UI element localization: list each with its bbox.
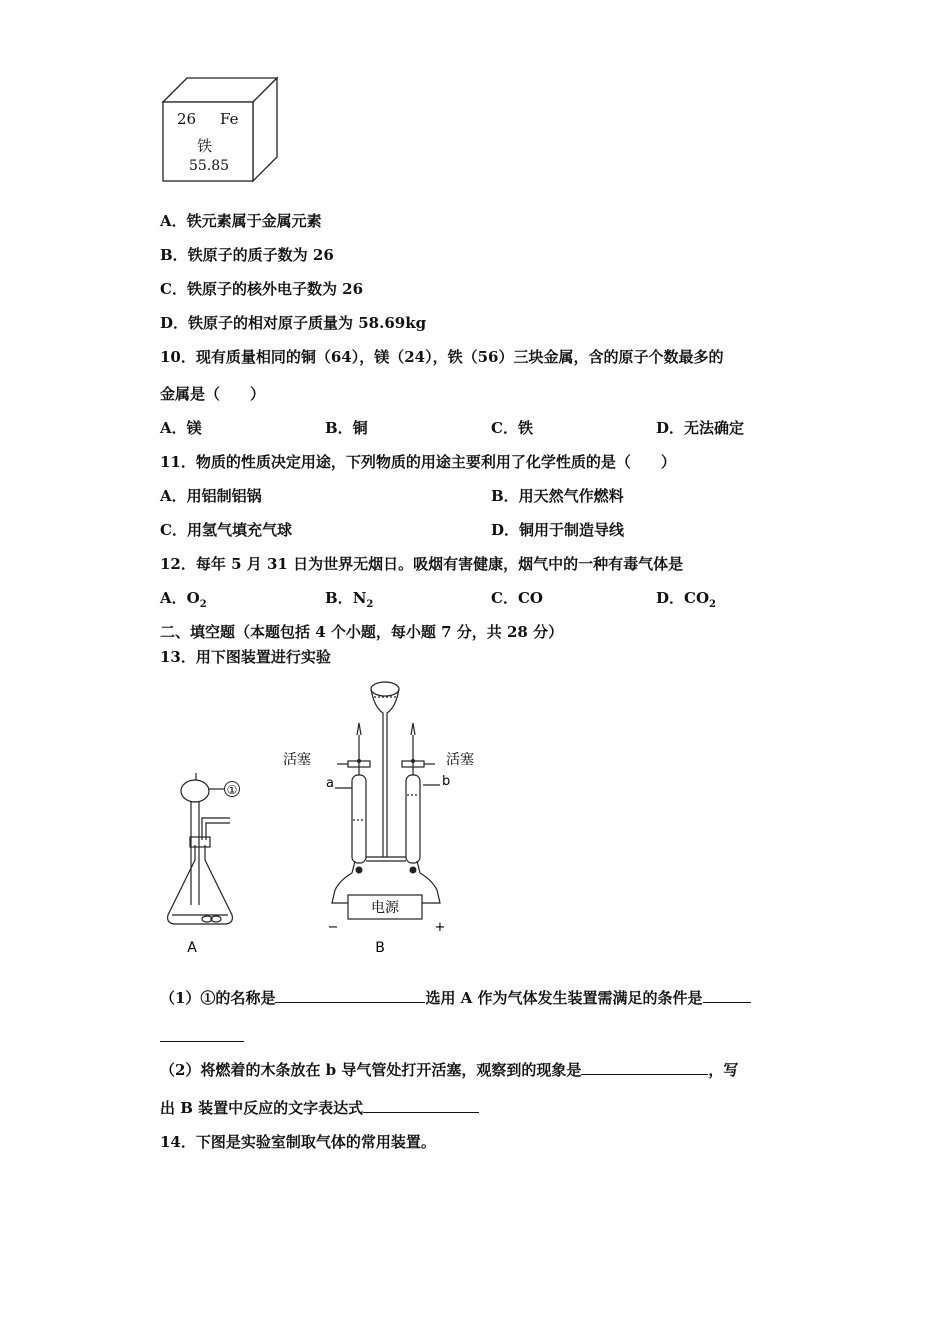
- element-mass: 55.85: [189, 158, 230, 174]
- q13-part2-text-b: ，写: [708, 1061, 739, 1079]
- q13-part1-text-a: （1）①的名称是: [160, 989, 276, 1007]
- label-apparatus-b: B: [375, 940, 385, 956]
- q12-option-a-prefix: A．: [160, 589, 187, 607]
- q12-option-c: [491, 588, 543, 608]
- q13-part2-text-c: 出 B 装置中反应的文字表达式: [160, 1099, 364, 1117]
- q12-option-a: [160, 588, 207, 615]
- q11-option-d: D．铜用于制造导线: [491, 521, 625, 539]
- q12-option-d: [656, 588, 716, 615]
- q13-figure: [150, 675, 510, 960]
- q10-stem-line1: 10．现有质量相同的铜（64），镁（24），铁（56）三块金属，含的原子个数最多的: [160, 348, 724, 366]
- q12-option-b-formula: N: [352, 589, 367, 607]
- section-2-heading: 二、填空题（本题包括 4 个小题，每小题 7 分，共 28 分）: [160, 623, 564, 641]
- label-stopcock-right: 活塞: [446, 752, 474, 768]
- q10-option-b: B．铜: [325, 419, 368, 437]
- label-power-supply: 电源: [371, 900, 399, 916]
- q10-option-a: A．镁: [160, 419, 202, 437]
- q13-part2-line2: [160, 1098, 479, 1118]
- q9-option-b: B．铁原子的质子数为 26: [160, 246, 334, 264]
- label-plus-terminal: +: [434, 920, 446, 935]
- q13-part1-line: [160, 988, 751, 1008]
- q13-part2-text-a: （2）将燃着的木条放在 b 导气管处打开活塞，观察到的现象是: [160, 1061, 582, 1079]
- q13-part2-answer-blank-1[interactable]: [581, 1060, 708, 1075]
- q11-option-a: A．用铝制铝锅: [160, 487, 262, 505]
- q10-option-c: C．铁: [491, 419, 533, 437]
- q13-part2-line1: [160, 1060, 738, 1080]
- q12-option-c-prefix: C．: [491, 589, 518, 607]
- q13-part1-answer-blank-1[interactable]: [275, 988, 425, 1003]
- label-minus-terminal: −: [327, 920, 339, 935]
- element-symbol: Fe: [220, 110, 239, 128]
- element-number: 26: [177, 110, 197, 128]
- q13-part1-text-b: 选用 A 作为气体发生装置需满足的条件是: [425, 989, 703, 1007]
- q13-apparatus-drawing: [150, 675, 510, 960]
- element-card-figure: [160, 75, 280, 185]
- q12-option-d-prefix: D．: [656, 589, 685, 607]
- q9-option-a: A．铁元素属于金属元素: [160, 212, 322, 230]
- q12-option-a-formula: O: [186, 589, 200, 607]
- element-name: 铁: [197, 137, 213, 155]
- q12-option-d-subscript: 2: [709, 599, 716, 610]
- q10-stem-line2: 金属是（ ）: [160, 385, 266, 403]
- label-circle-1: ①: [226, 783, 238, 797]
- q14-stem: 14．下图是实验室制取气体的常用装置。: [160, 1133, 436, 1151]
- q13-part1-answer-blank-continued[interactable]: [160, 1041, 244, 1042]
- q10-option-d: D．无法确定: [656, 419, 745, 437]
- q13-stem: 13．用下图装置进行实验: [160, 648, 331, 666]
- q12-stem: 12．每年 5 月 31 日为世界无烟日。吸烟有害健康，烟气中的一种有毒气体是: [160, 555, 684, 573]
- q9-option-c: C．铁原子的核外电子数为 26: [160, 280, 364, 298]
- q9-option-d: D．铁原子的相对原子质量为 58.69kg: [160, 314, 427, 332]
- q12-option-c-formula: CO: [517, 589, 543, 607]
- label-tube-b: b: [442, 774, 451, 789]
- q12-option-a-subscript: 2: [199, 599, 207, 610]
- q11-stem: 11．物质的性质决定用途，下列物质的用途主要利用了化学性质的是（ ）: [160, 453, 676, 471]
- q13-part1-answer-blank-2[interactable]: [703, 988, 751, 1003]
- label-stopcock-left: 活塞: [283, 752, 311, 768]
- q13-part2-answer-blank-2[interactable]: [363, 1098, 479, 1113]
- q12-option-b: [325, 588, 373, 615]
- q11-option-b: B．用天然气作燃料: [491, 487, 624, 505]
- label-tube-a: a: [326, 776, 334, 791]
- label-apparatus-a: A: [187, 940, 197, 956]
- q12-option-d-formula: CO: [684, 589, 710, 607]
- q12-option-b-subscript: 2: [366, 599, 374, 610]
- q12-option-b-prefix: B．: [325, 589, 353, 607]
- q11-option-c: C．用氢气填充气球: [160, 521, 292, 539]
